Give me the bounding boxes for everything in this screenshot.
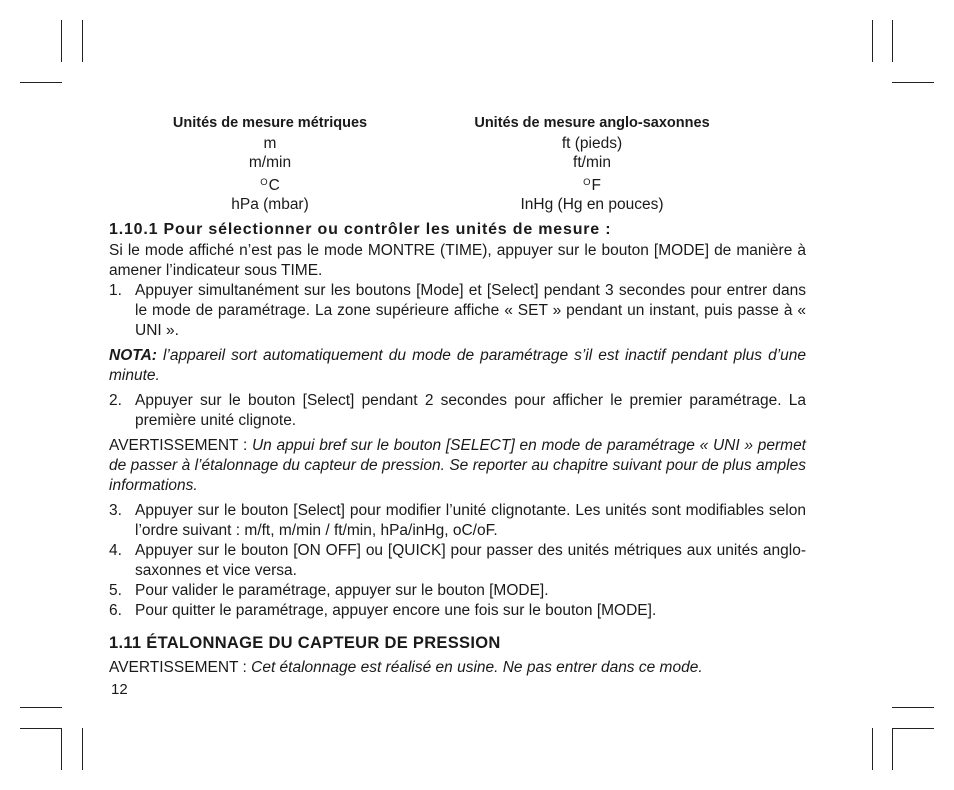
calibration-warning: [109, 658, 806, 678]
imperial-unit-feet-per-min: ft/min: [573, 154, 611, 171]
crop-mark: [892, 707, 934, 708]
crop-mark: [892, 728, 934, 729]
nota-paragraph: [109, 346, 806, 386]
metric-unit-meter-per-min: m/min: [248, 154, 292, 171]
crop-mark: [892, 82, 934, 83]
crop-mark: [20, 82, 62, 83]
intro-paragraph: Si le mode affiché n’est pas le mode MONTRE (TIME), appuyer sur le bouton [MODE] de manière à amener l’indicateur sous TIME.: [109, 242, 806, 279]
warning-text: Cet étalonnage est réalisé en usine. Ne pas entrer dans ce mode.: [251, 659, 703, 676]
crop-mark: [872, 20, 873, 62]
list-item-number: 5.: [109, 582, 122, 599]
page-number: 12: [111, 681, 128, 698]
crop-mark: [892, 20, 893, 62]
crop-mark: [892, 728, 893, 770]
list-item-number: 2.: [109, 392, 122, 409]
imperial-units-column: [442, 114, 742, 215]
section-heading-1-10-1: 1.10.1 Pour sélectionner ou contrôler les unités de mesure :: [109, 221, 612, 238]
crop-mark: [82, 20, 83, 62]
list-item-text: Appuyer sur le bouton [ON OFF] ou [QUICK] pour passer des unités métriques aux unités anglo-saxonnes et vice versa.: [135, 542, 806, 579]
crop-mark: [872, 728, 873, 770]
crop-mark: [20, 707, 62, 708]
list-item: [109, 391, 806, 431]
list-item: [109, 281, 806, 341]
warning-paragraph: [109, 436, 806, 496]
list-item-text: Pour quitter le paramétrage, appuyer encore une fois sur le bouton [MODE].: [135, 602, 657, 619]
manual-content: [109, 219, 806, 678]
crop-mark: [82, 728, 83, 770]
nota-label: NOTA:: [109, 347, 157, 364]
metric-unit-meter: m: [263, 134, 277, 152]
degree-symbol: O: [260, 176, 268, 188]
crop-mark: [20, 728, 62, 729]
list-item: [109, 541, 806, 581]
imperial-unit-feet: ft (pieds): [561, 134, 623, 152]
list-item-text: Appuyer simultanément sur les boutons [Mode] et [Select] pendant 3 secondes pour entrer dans le mode de paramétrage. La zone supérieure affiche « SET » pendant un instant, puis passe à « UNI ».: [135, 282, 806, 339]
crop-mark: [61, 20, 62, 62]
warning-label: AVERTISSEMENT :: [109, 437, 252, 454]
list-item-text: Pour valider le paramétrage, appuyer sur le bouton [MODE].: [135, 582, 549, 599]
crop-mark: [61, 728, 62, 770]
nota-text: l’appareil sort automatiquement du mode de paramétrage s’il est inactif pendant plus d’une minute.: [109, 347, 806, 384]
list-item-text: Appuyer sur le bouton [Select] pour modifier l’unité clignotante. Les unités sont modifiables selon l’ordre suivant : m/ft, m/min / ft/min, hPa/inHg, oC/oF.: [135, 502, 806, 539]
steps-list: [109, 501, 806, 621]
imperial-unit-inhg: InHg (Hg en pouces): [520, 196, 664, 213]
list-item-text: Appuyer sur le bouton [Select] pendant 2 secondes pour afficher le premier paramétrage. La première unité clignote.: [135, 392, 806, 429]
metric-unit-hpa: hPa (mbar): [231, 196, 309, 213]
metric-unit-celsius: $^O$C: [260, 176, 280, 194]
list-item-number: 3.: [109, 502, 122, 519]
list-item-number: 4.: [109, 542, 122, 559]
section-heading-1-11: 1.11 ÉTALONNAGE DU CAPTEUR DE PRESSION: [109, 634, 501, 652]
imperial-units-header: Unités de mesure anglo-saxonnes: [474, 115, 710, 131]
imperial-unit-fahrenheit: $^O$F: [583, 176, 601, 194]
degree-symbol: O: [583, 176, 591, 188]
metric-units-column: [150, 114, 390, 215]
list-item-number: 6.: [109, 602, 122, 619]
warning-label: AVERTISSEMENT :: [109, 659, 252, 676]
list-item: [109, 601, 806, 621]
metric-units-header: Unités de mesure métriques: [172, 115, 368, 131]
list-item: [109, 501, 806, 541]
list-item: [109, 581, 806, 601]
list-item-number: 1.: [109, 282, 122, 299]
warning-text: Un appui bref sur le bouton [SELECT] en mode de paramétrage « UNI » permet de passer à l’étalonnage du capteur de pression. Se reporter au chapitre suivant pour de plus amples informations.: [109, 437, 806, 494]
